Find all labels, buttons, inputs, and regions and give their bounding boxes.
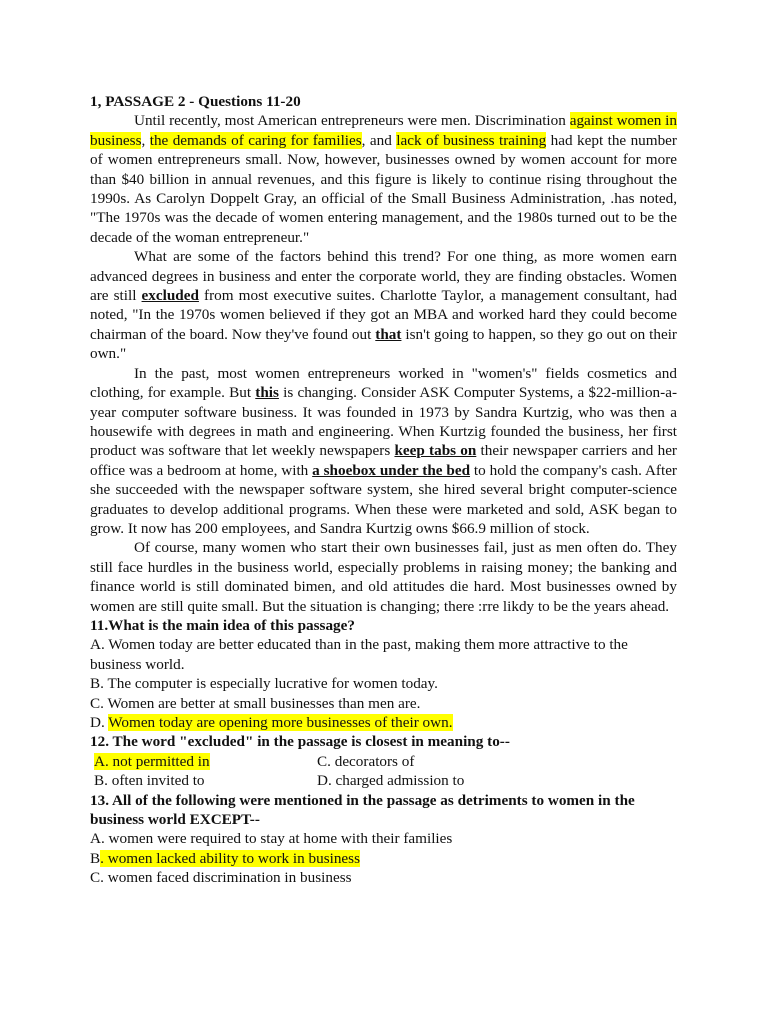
- p2-underlined-excluded: excluded: [141, 287, 199, 305]
- q12-option-a: A. not permitted in: [94, 752, 210, 770]
- q12-options-row-1: [90, 752, 677, 771]
- q13-option-a: A. women were required to stay at home with their families: [90, 830, 453, 848]
- q11-option-d: [90, 713, 677, 732]
- passage-title: 1, PASSAGE 2 - Questions 11-20: [90, 93, 301, 110]
- p1-highlight-2: the demands of caring for families: [149, 131, 362, 149]
- p3-underlined-keep-tabs-on: keep tabs on: [394, 442, 477, 460]
- p2-text-3: isn't going to happen, so they go out on their own.": [90, 325, 677, 363]
- p3-text-1: In the past, most women entrepreneurs worked in "women's" fields cosmetics and clothing, for example. But: [90, 364, 677, 402]
- p2-underlined-that: that: [375, 325, 402, 343]
- p3-text-3: their newspaper carriers and her office was a bedroom at home, with: [90, 442, 677, 479]
- p1-text-3: , and: [361, 131, 397, 149]
- paragraph-1: [90, 111, 677, 247]
- paragraph-2: [90, 247, 677, 363]
- q13-option-b-highlight: . women lacked ability to work in business: [100, 849, 360, 867]
- question-13: 13. All of the following were mentioned in the passage as detriments to women in the business world EXCEPT--: [90, 791, 635, 829]
- q11-option-d-prefix: D.: [90, 714, 109, 731]
- p3-underlined-shoebox: a shoebox under the bed: [312, 461, 471, 479]
- p3-text-2: is changing. Consider ASK Computer Systems, a $22-million-a-year computer software business. It was founded in 1973 by Sandra Kurtzig, who was then a housewife with degrees in math and engineering. When Kurtzig founded the business, her first product was software that let weekly newspapers: [90, 384, 677, 460]
- q13-option-b: [90, 849, 677, 868]
- question-12: 12. The word "excluded" in the passage is closest in meaning to--: [90, 733, 510, 751]
- q11-option-a: A. Women today are better educated than in the past, making them more attractive to the business world.: [90, 636, 628, 673]
- q12-options-row-2: [90, 771, 677, 790]
- p1-highlight-3: lack of business training: [396, 131, 547, 149]
- q12-option-c: C. decorators of: [317, 752, 415, 770]
- p2-text-2: from most executive suites. Charlotte Taylor, a management consultant, had noted, "In the 1970s women believed if they got an MBA and worked hard they could become chairman of the board. Now they've found out: [90, 287, 677, 343]
- q11-option-b: B. The computer is especially lucrative for women today.: [90, 675, 438, 693]
- p3-text-4: to hold the company's cash. After she succeeded with the newspaper software system, she hired several bright computer-science graduates to develop additional programs. When these were marketed and sold, ASK began to grow. It now has 200 employees, and Sandra Kurtzig owns $66.9 million of stock.: [90, 461, 677, 537]
- q12-option-a-cell: [90, 752, 317, 771]
- paragraph-3: [90, 364, 677, 539]
- p1-text-1: Until recently, most American entrepreneurs were men. Discrimination: [134, 112, 570, 130]
- question-11: 11.What is the main idea of this passage?: [90, 616, 355, 634]
- q12-option-d: D. charged admission to: [317, 772, 465, 790]
- document-page: [90, 92, 677, 888]
- paragraph-4: Of course, many women who start their own businesses fail, just as men often do. They still face hurdles in the business world, especially problems in raising money; the banking and finance world is still dominated bimen, and old attitudes die hard. Most businesses owned by women are still quite small. But the situation is changing; there :rre likdy to be the years ahead.: [90, 539, 677, 615]
- p3-underlined-this: this: [255, 384, 279, 402]
- q13-option-c: C. women faced discrimination in business: [90, 869, 352, 887]
- p1-text-2: ,: [141, 131, 150, 149]
- p2-text-1: What are some of the factors behind this trend? For one thing, as more women earn advanced degrees in business and enter the corporate world, they are finding obstacles. Women are still: [90, 248, 677, 305]
- p1-highlight-1: against women in business: [90, 112, 677, 149]
- q13-option-b-prefix: B: [90, 849, 101, 867]
- p1-text-4: had kept the number of women entrepreneurs small. Now, however, businesses owned by women account for more than $40 billion in annual revenues, and this figure is likely to continue rising throughout the 1990s. As Carolyn Doppelt Gray, an official of the Small Business Administration, .has noted, "The 1970s was the decade of women entering management, and the 1980s turned out to be the decade of the woman entrepreneur.": [90, 131, 677, 246]
- q11-option-c: C. Women are better at small businesses than men are.: [90, 694, 421, 712]
- q12-option-b: B. often invited to: [94, 772, 205, 790]
- q11-option-d-highlight: Women today are opening more businesses of their own.: [108, 714, 453, 731]
